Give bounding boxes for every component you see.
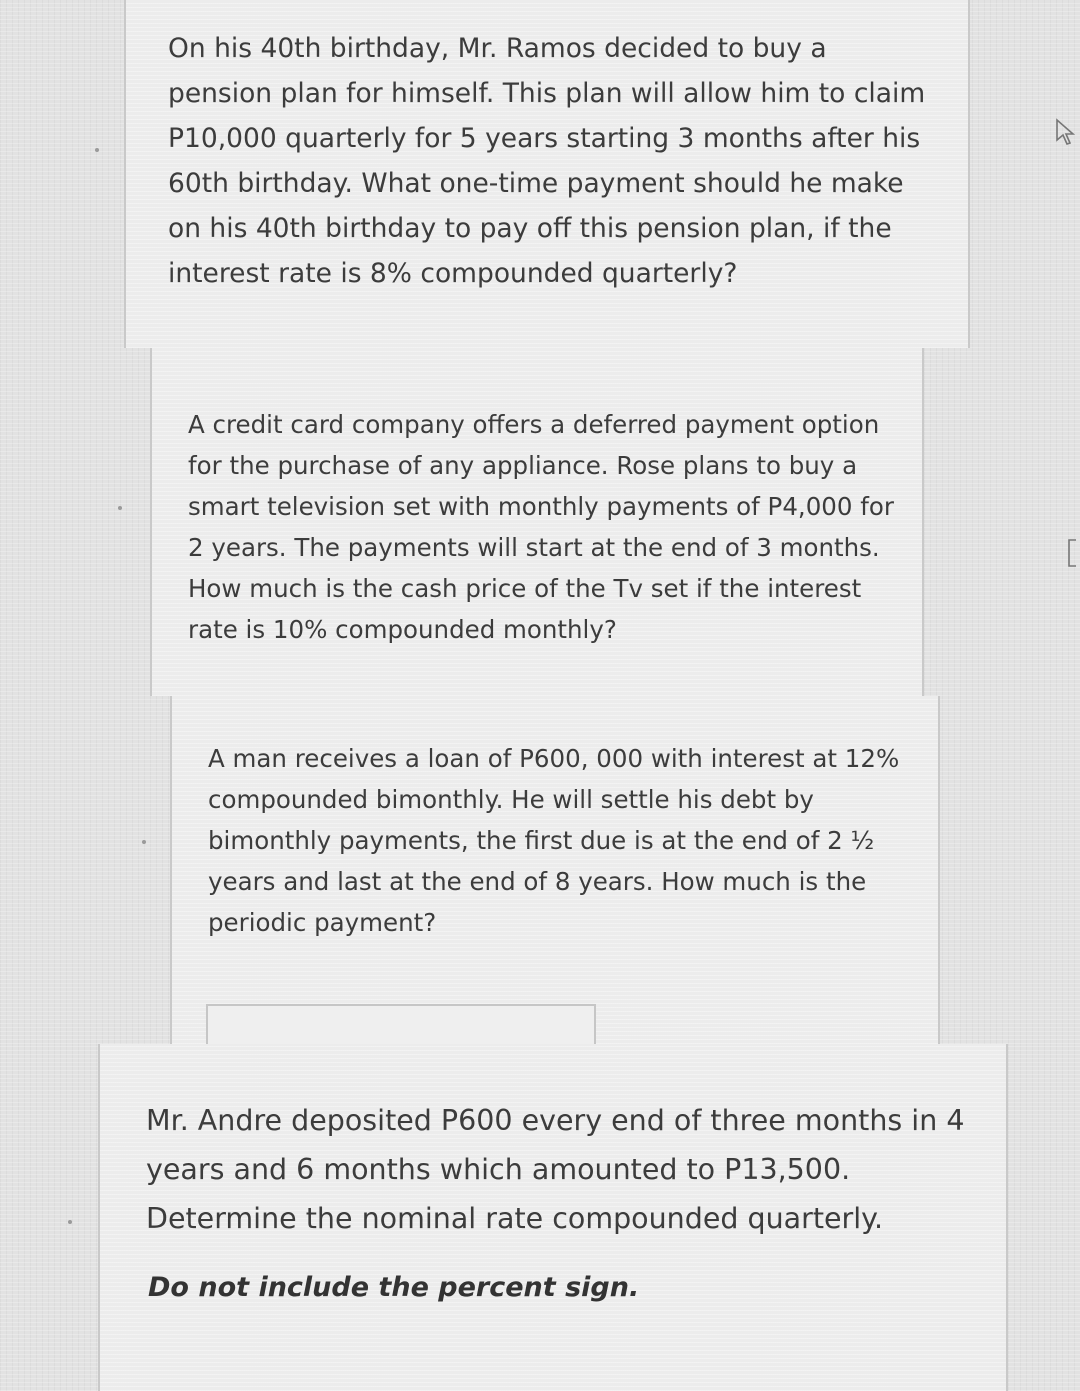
bullet-dot-3 (142, 840, 146, 844)
question-text-1: On his 40th birthday, Mr. Ramos decided to buy a pension plan for himself. This plan will allow him to claim P10,000 quarterly for 5 years starting 3 months after his 60th birthday. What one-time payment should he make on his 40th birthday to pay off this pension plan, if the interest rate is 8% compounded quarterly? (168, 33, 926, 289)
question-card-2 (150, 348, 924, 696)
question-card-1 (124, 0, 970, 348)
question-card-4 (98, 1044, 1008, 1391)
answer-input[interactable] (206, 1004, 596, 1046)
question-text-4: Mr. Andre deposited P600 every end of three months in 4 years and 6 months which amounted to P13,500. Determine the nominal rate compounded quarterly. (146, 1104, 965, 1235)
bullet-dot-4 (68, 1220, 72, 1224)
question-text-2: A credit card company offers a deferred payment option for the purchase of any appliance. Rose plans to buy a smart television set with monthly payments of P4,000 for 2 years. The payments will start at the end of 3 months. How much is the cash price of the Tv set if the interest rate is 10% compounded monthly? (188, 410, 894, 644)
question-card-3 (170, 696, 940, 1044)
question-text-3: A man receives a loan of P600, 000 with interest at 12% compounded bimonthly. He will settle his debt by bimonthly payments, the first due is at the end of 2 ½ years and last at the end of 8 years. How much is the periodic payment? (208, 744, 900, 937)
bullet-dot-1 (95, 148, 99, 152)
cursor-arrow-icon (1054, 118, 1076, 150)
bracket-icon (1066, 538, 1078, 572)
bullet-dot-2 (118, 506, 122, 510)
instruction-note: Do not include the percent sign. (148, 1272, 640, 1303)
